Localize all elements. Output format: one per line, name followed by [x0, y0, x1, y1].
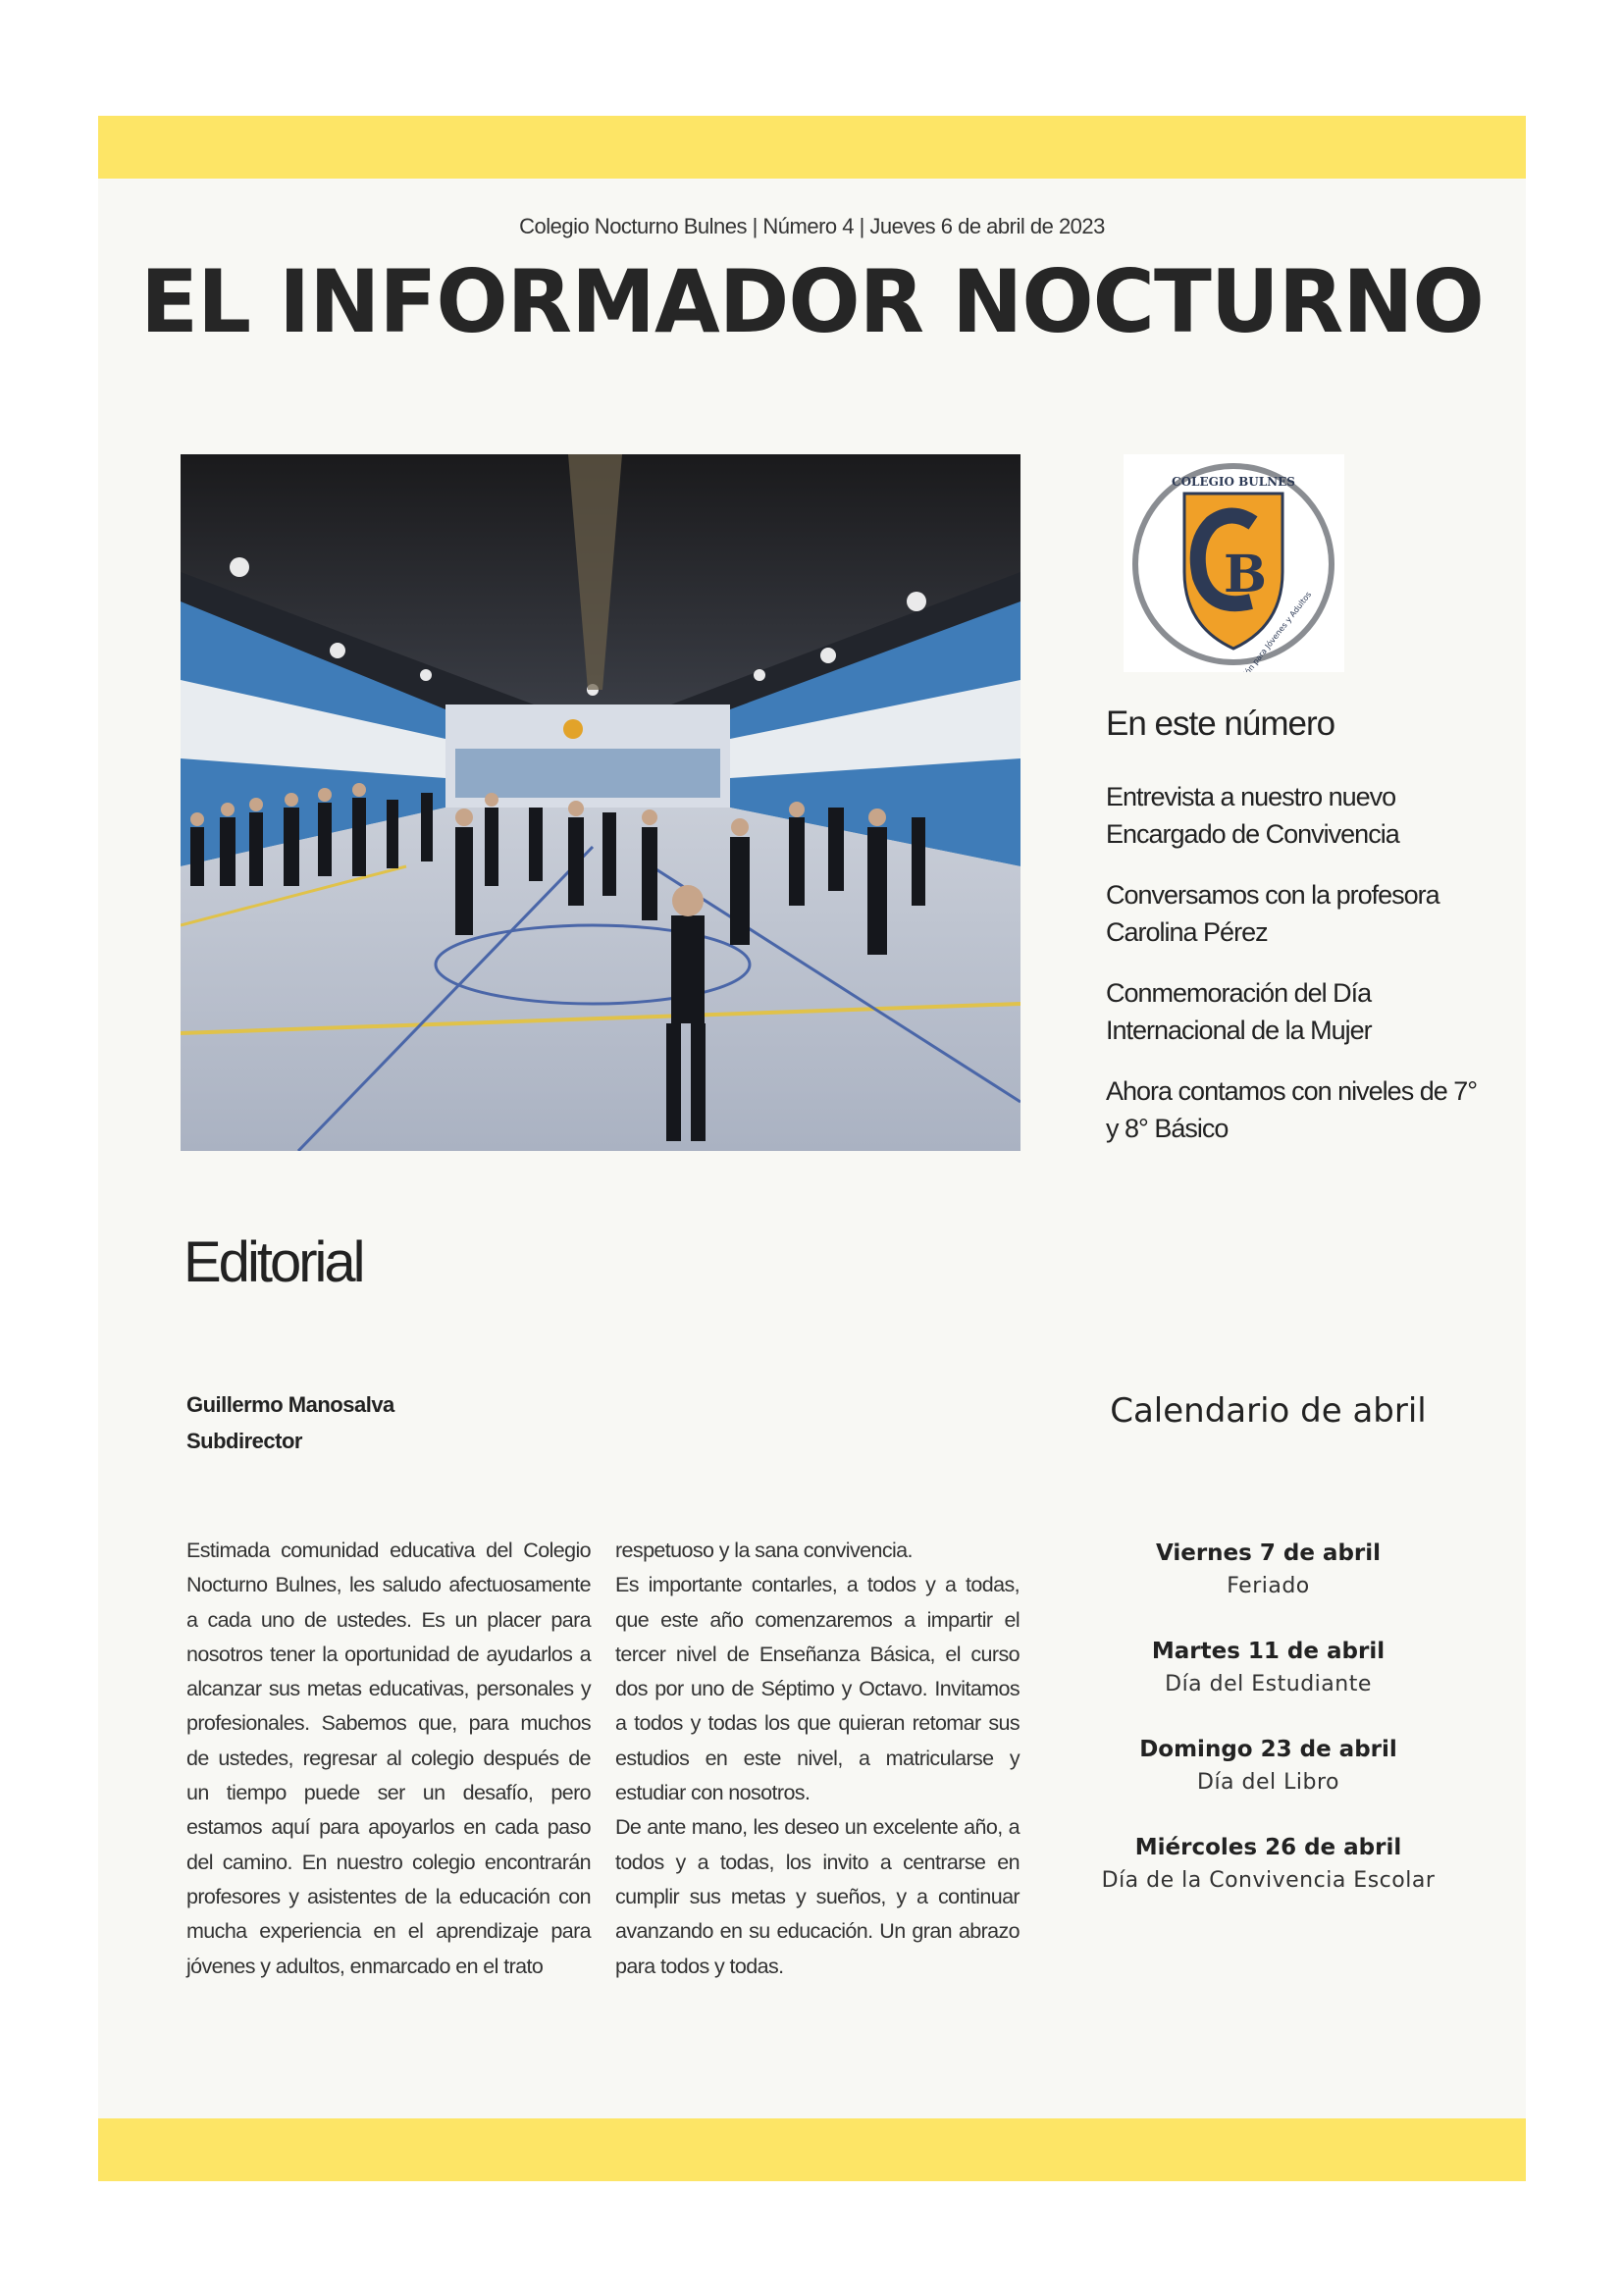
- editorial-author: [186, 1386, 394, 1459]
- calendar-event: Día del Estudiante: [1165, 1672, 1372, 1696]
- editorial-column-right: [615, 1534, 1020, 1984]
- editorial-column-left: [186, 1534, 591, 1984]
- editorial-paragraph: Estimada comunidad educativa del Colegio Nocturno Bulnes, les saludo afectuosamente a cada uno de ustedes. Es un placer para nosotros tener la oportunidad de ayudarlos a alcanzar sus metas educativas, personales y profesionales. Sabemos que, para muchos de ustedes, regresar al colegio después de un tiempo puede ser un desafío, pero estamos aquí para apoyarlos en cada paso del camino. En nuestro colegio encontrarán profesores y asistentes de la educación con mucha experiencia en el aprendizaje para jóvenes y adultos, enmarcado en el trato: [186, 1539, 591, 1978]
- newsletter-title: EL INFORMADOR NOCTURNO: [140, 251, 1484, 352]
- calendar-item: [1079, 1537, 1457, 1603]
- logo-name-text: COLEGIO BULNES: [1172, 475, 1295, 489]
- issue-meta-line: Colegio Nocturno Bulnes | Número 4 | Jueves 6 de abril de 2023: [519, 214, 1105, 238]
- contents-heading: En este número: [1106, 704, 1335, 743]
- editorial-paragraph: Es importante contarles, a todos y a todas, que este año comenzaremos a impartir el tercer nivel de Enseñanza Básica, el curso dos por uno de Séptimo y Octavo. Invitamos a todos y todas los que quieran retomar sus estudios en este nivel, a matricularse y estudiar con nosotros.: [615, 1573, 1020, 1805]
- svg-text:B: B: [1224, 545, 1267, 604]
- calendar-event: Día de la Convivencia Escolar: [1101, 1868, 1436, 1893]
- bottom-yellow-band: [98, 2118, 1526, 2181]
- contents-item: Conversamos con la profesora Carolina Pérez: [1106, 880, 1439, 947]
- calendar-item: [1079, 1831, 1457, 1898]
- calendar-date: Miércoles 26 de abril: [1134, 1835, 1402, 1860]
- calendar-item: [1079, 1635, 1457, 1701]
- contents-list: [1106, 778, 1489, 1171]
- calendar-date: Viernes 7 de abril: [1155, 1540, 1382, 1566]
- calendar-event: Día del Libro: [1197, 1770, 1339, 1795]
- calendar-list: [1079, 1537, 1457, 1929]
- calendar-date: Martes 11 de abril: [1151, 1639, 1386, 1664]
- calendar-date: Domingo 23 de abril: [1139, 1737, 1397, 1762]
- editorial-paragraph: De ante mano, les deseo un excelente año, a todos y a todas, los invito a centrarse en cumplir sus metas y sueños, y a continuar avanzando en su educación. Un gran abrazo para todos y todas.: [615, 1815, 1020, 1978]
- contents-item: Entrevista a nuestro nuevo Encargado de Convivencia: [1106, 782, 1399, 849]
- calendar-item: [1079, 1733, 1457, 1800]
- contents-item: Conmemoración del Día Internacional de la Mujer: [1106, 978, 1372, 1045]
- author-name: Guillermo Manosalva: [186, 1392, 394, 1417]
- school-logo: [1124, 454, 1344, 672]
- gym-students-photo: [181, 454, 1020, 1151]
- calendar-heading: Calendario de abril: [1110, 1391, 1427, 1431]
- editorial-heading: Editorial: [183, 1230, 363, 1294]
- author-role: Subdirector: [186, 1429, 302, 1453]
- contents-item: Ahora contamos con niveles de 7° y 8° Básico: [1106, 1076, 1478, 1143]
- newsletter-page: [98, 116, 1526, 2181]
- editorial-paragraph: respetuoso y la sana convivencia.: [615, 1539, 913, 1562]
- calendar-event: Feriado: [1227, 1574, 1310, 1598]
- top-yellow-band: [98, 116, 1526, 179]
